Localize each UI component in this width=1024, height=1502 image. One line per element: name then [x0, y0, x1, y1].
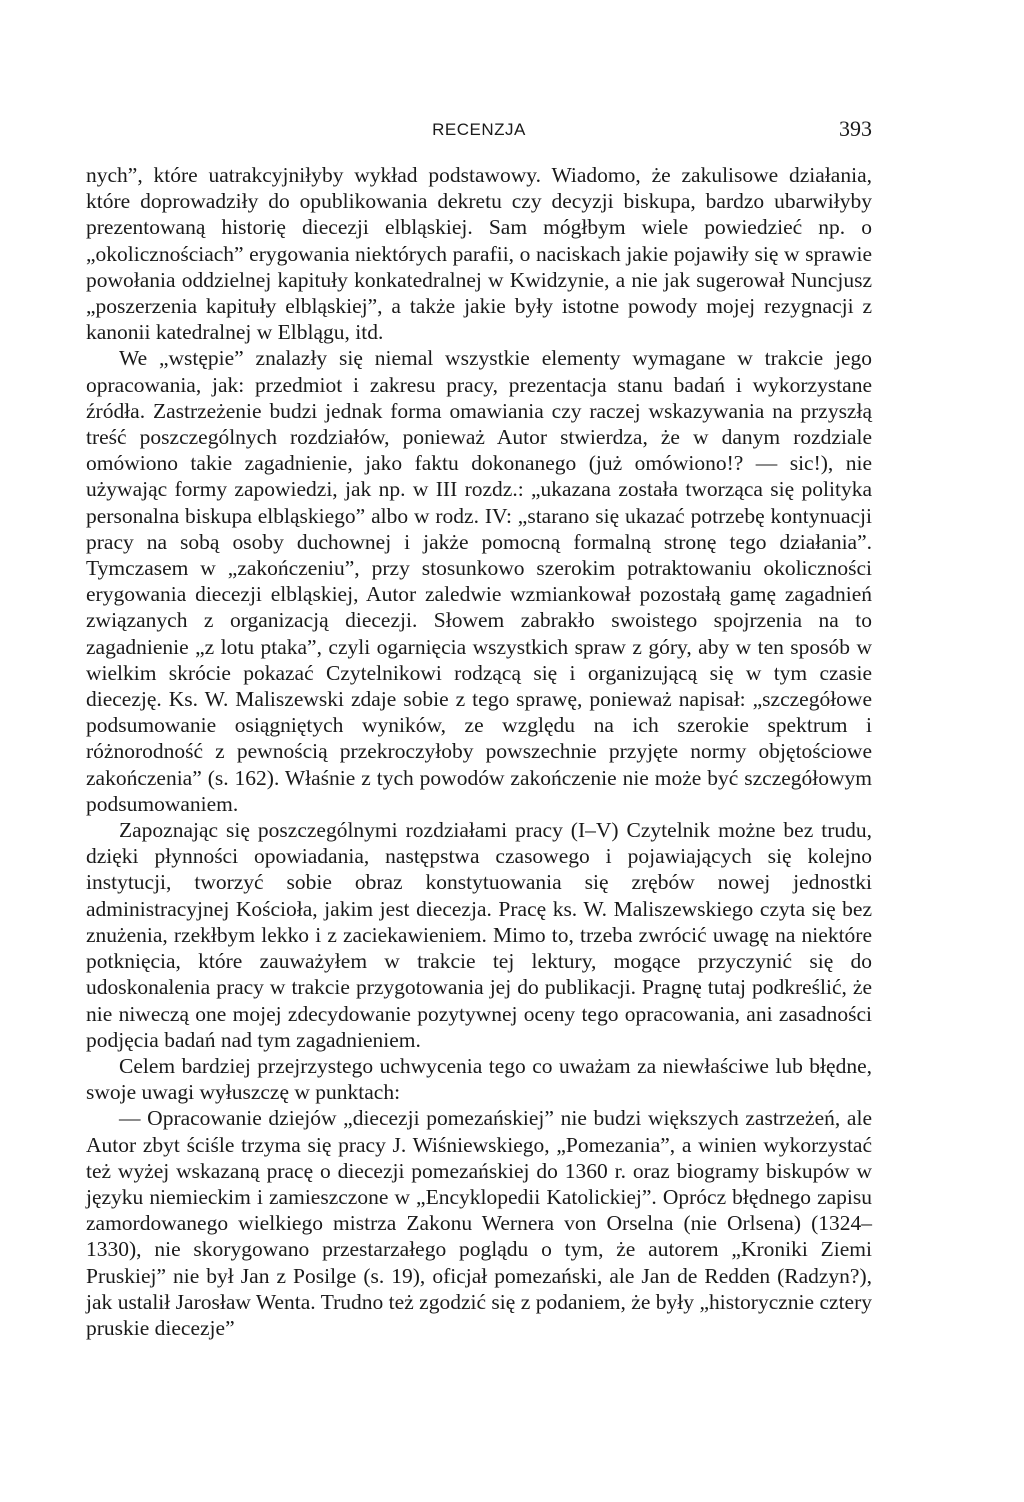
- running-head: RECENZJA: [432, 120, 526, 139]
- paragraph-4: Celem bardziej przejrzystego uchwycenia tego co uważam za niewłaściwe lub błędne, swoje uwagi wyłuszczę w punktach:: [86, 1053, 872, 1105]
- page-header: [86, 116, 872, 146]
- paragraph-1: nych”, które uatrakcyjniłyby wykład podstawowy. Wiadomo, że zakulisowe działania, które doprowadziły do opublikowania dekretu czy decyzji biskupa, bardzo ubarwiłyby prezentowaną historię diecezji elbląskiej. Sam mógłbym wiele powiedzieć np. o „okolicznościach” erygowania niektórych parafii, o naciskach jakie pojawiły się w sprawie powołania oddzielnej kapituły konkatedralnej w Kwidzynie, a nie jak sugerował Nuncjusz „poszerzenia kapituły elbląskiej”, a także jakie były istotne powody mojej rezygnacji z kanonii katedralnej w Elblągu, itd.: [86, 163, 872, 345]
- paragraph-2: We „wstępie” znalazły się niemal wszystkie elementy wymagane w trakcie jego opracowania, jak: przedmiot i zakresu pracy, prezentacja stanu badań i wykorzystane źródła. Zastrzeżenie budzi jednak forma omawiania czy raczej wskazywania na przyszłą treść poszczególnych rozdziałów, ponieważ Autor stwierdza, że w danym rozdziale omówiono takie zagadnienie, jako faktu dokonanego (już omówiono!? — sic!), nie używając formy zapowiedzi, jak np. w III rozdz.: „ukazana została tworząca się polityka personalna biskupa elbląskiego” albo w rodz. IV: „starano się ukazać potrzebę kontynuacji pracy na sobą osoby duchownej i jakże pomocną formalną stronę tego działania”. Tymczasem w „zakończeniu”, przy stosunkowo szerokim potraktowaniu okoliczności erygowania diecezji elbląskiej, Autor zaledwie wzmiankował pozostałą gamę zagadnień związanych z organizacją diecezji. Słowem zabrakło swoistego spojrzenia na to zagadnienie „z lotu ptaka”, czyli ogarnięcia wszystkich spraw z góry, aby w ten sposób w wielkim skrócie pokazać Czytelnikowi rodzącą się i organizującą się w tym czasie diecezję. Ks. W. Maliszewski zdaje sobie z tego sprawę, ponieważ napisał: „szczegółowe podsumowanie osiągniętych wyników, ze względu na ich szerokie spektrum i różnorodność z pewnością przekroczyłoby powszechnie przyjęte normy objętościowe zakończenia” (s. 162). Właśnie z tych powodów zakończenie nie może być szczegółowym podsumowaniem.: [86, 346, 872, 816]
- page-number: 393: [839, 116, 872, 141]
- paragraph-3: Zapoznając się poszczególnymi rozdziałami pracy (I–V) Czytelnik możne bez trudu, dzięki płynności opowiadania, następstwa czasowego i pojawiających się kolejno instytucji, tworzyć sobie obraz konstytuowania się zrębów nowej jednostki administracyjnej Kościoła, jakim jest diecezja. Pracę ks. W. Maliszewskiego czyta się bez znużenia, rzekłbym lekko i z zaciekawieniem. Mimo to, trzeba zwrócić uwagę na niektóre potknięcia, które zauważyłem w trakcie tej lektury, mogące przyczynić się do udoskonalenia pracy w trakcie przygotowania jej do publikacji. Pragnę tutaj podkreślić, że nie niweczą one mojej zdecydowanie pozytywnej oceny tego opracowania, ani zasadności podjęcia badań nad tym zagadnieniem.: [86, 818, 872, 1052]
- body-text: [86, 162, 872, 1341]
- paragraph-5: — Opracowanie dziejów „diecezji pomezańskiej” nie budzi większych zastrzeżeń, ale Autor zbyt ściśle trzyma się pracy J. Wiśniewskiego, „Pomezania”, a winien wykorzystać też wyżej wskazaną pracę o diecezji pomezańskiej do 1360 r. oraz biogramy biskupów w języku niemieckim i zamieszczone w „Encyklopedii Katolickiej”. Oprócz błędnego zapisu zamordowanego wielkiego mistrza Zakonu Wernera von Orselna (nie Orlsena) (1324–1330), nie skorygowano przestarzałego poglądu o tym, że autorem „Kroniki Ziemi Pruskiej” nie był Jan z Posilge (s. 19), oficjał pomezański, ale Jan de Redden (Radzyn?), jak ustalił Jarosław Wenta. Trudno też zgodzić się z podaniem, że były „historycznie cztery pruskie diecezje”: [86, 1106, 872, 1340]
